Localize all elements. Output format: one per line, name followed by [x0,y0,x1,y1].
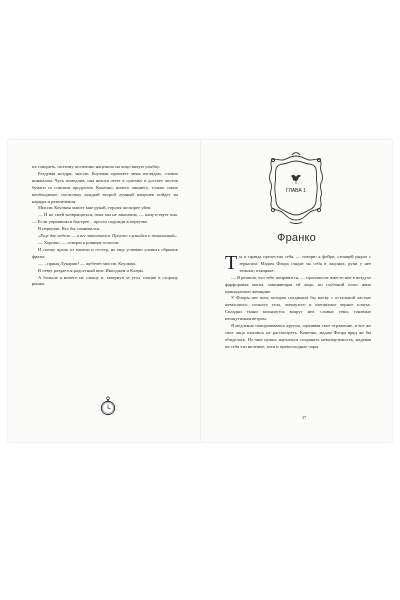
left-paragraph-text: И спешу прочь от мачехи и сестер, но еще успеваю уловить обрывок фразы: [32,246,178,259]
left-paragraph [32,247,178,261]
left-paragraph-text: — ...принц Лунарии! — щебечет миссис Коулман. [38,260,137,266]
left-paragraph [32,233,178,240]
left-paragraph-text: — Хорошо, — говорю я ровным голосом. [38,239,120,245]
left-paragraph [32,212,178,226]
left-paragraph-text: Миссис Коулман машет мне рукой, торопя поскорее уйти. [38,205,152,211]
left-paragraph [32,205,178,212]
left-paragraph [32,261,178,268]
left-paragraph-text: В переулке. Кто бы сомневался. [38,226,101,232]
page-number: 37 [301,415,307,420]
chapter-label: ГЛАВА 1 [286,188,306,194]
dropcap-letter: Т [225,252,238,274]
right-page-text [225,254,371,351]
pocket-watch-icon [100,396,116,416]
book-spread [8,140,392,442]
right-paragraph-text: У Флоры нет шеи, которая соединила бы маску с остальной частью невысокого, полного тела, затянутого в элегантное черное платье. Складки ткани колышутся вокруг нее, словно тени, гонимые неощутимым ветром. [225,295,371,322]
left-paragraph-text: Раздувая ноздри, миссис Коулман пронзает меня взглядом, словно кинжалом. Чуть помедлив, она нехотя лезет в сумочку и достает листок бумаги со списком продуктов. Конечно, ничего лишнего, только самое необходимое, поскольку каждый второй лунный камушек пойдет на наряды и развлечения. [32,170,178,204]
left-paragraph [32,240,178,247]
chapter-title: Франко [277,232,316,244]
left-paragraph [32,226,178,233]
left-paragraph-text: В ответ раздается радостный визг Иволджен и Клары. [38,267,145,273]
right-page [201,140,392,442]
left-paragraph [32,164,178,171]
left-paragraph-text: А больше я ничего не слышу и, завернув за угол, шагаю в сторону рынка. [32,274,178,287]
right-paragraph [225,275,371,296]
left-paragraph-text: — И не смей возвращаться, пока мы не закончим, — напутствует она. — Если управишься быстрее... просто подожди в переулке. [32,212,178,225]
ornate-mirror-frame-icon [265,152,327,224]
left-page [8,140,200,442]
left-paragraph [32,275,178,289]
right-paragraph [225,323,371,351]
right-paragraph-text: ы и правда прелестна себя, — говорю я фейри, стоящей рядом с зеркалом. Мадам Флора глядит на себя в ладонях; руки у нее темные, изящные. [239,254,371,273]
left-paragraph [32,268,178,275]
left-paragraph [32,171,178,206]
right-paragraph-text: Я медленно поворачиваюсь кругом, оценивая свое отражение, и все же свое лицо пытаюсь не рассмотреть. Конечно, мадам Флора вряд ли бы обиделась. Но мне нужно научиться сохранять невозмутимость, надевая на себя эти нелепые, хотя и превосходные чары. [225,323,371,349]
left-paragraph-text: их говорить, поэтому поспешно нацепило на лицо вялую улыбку. [32,164,161,169]
left-paragraph-text: «Еще две недели — и все закончится. Просто слушайся и помалкивай». [38,233,178,239]
left-page-text [32,164,178,288]
right-paragraph-text: — Я решила, что тебе понравится, — произносит вместо нее в воздухе фарфоровая маска, заменяющая ей лицо, но глубокий голос явно принадлежит женщине. [225,274,371,294]
right-paragraph [225,254,371,275]
right-paragraph [225,295,371,323]
